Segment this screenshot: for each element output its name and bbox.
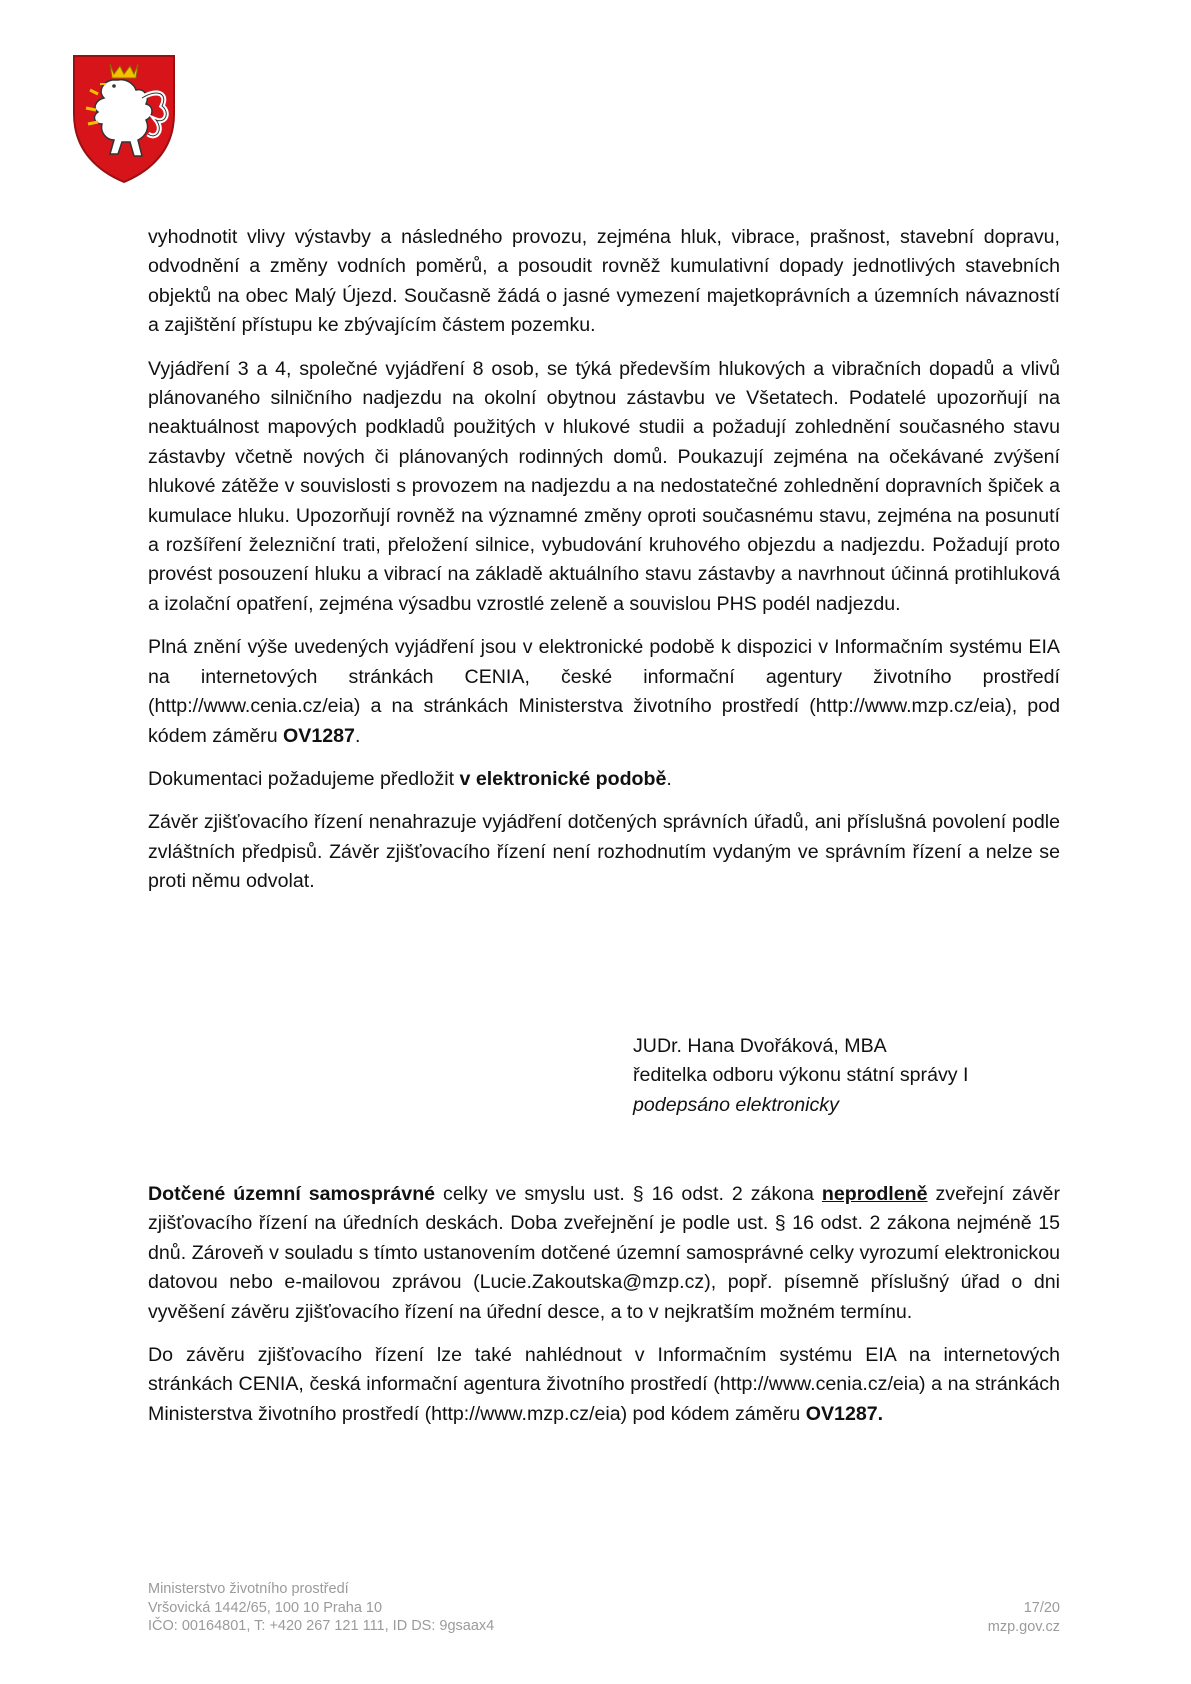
footer-meta	[988, 1599, 1060, 1636]
signature-block	[633, 1032, 968, 1120]
project-code: OV1287	[283, 724, 355, 747]
paragraph: Plná znění výše uvedených vyjádření jsou v elektronické podobě k dispozici v Informačním systému EIA na internetových stránkách CENIA, české informační agentury životního prostředí (http://www.cenia.cz/eia) a na stránkách Ministerstva životního prostředí (http://www.mzp.cz/eia), pod kódem záměru OV1287.	[148, 636, 1060, 747]
signed-note: podepsáno elektronicky	[633, 1093, 839, 1116]
paragraph: Dotčené územní samosprávné celky ve smyslu ust. § 16 odst. 2 zákona neprodleně zveřejní závěr zjišťovacího řízení na úředních deskách. Doba zveřejnění je podle ust. § 16 odst. 2 zákona nejméně 15 dnů. Zároveň v souladu s tímto ustanovením dotčené územní samosprávné celky vyrozumí elektronickou datovou nebo e-mailovou zprávou (Lucie.Zakoutska@mzp.cz), popř. písemně příslušný úřad o dni vyvěšení závěru zjišťovacího řízení na úřední desce, a to v nejkratším možném termínu.	[148, 1183, 1060, 1323]
paragraph: Do závěru zjišťovacího řízení lze také nahlédnout v Informačním systému EIA na internetových stránkách CENIA, česká informační agentura životního prostředí (http://www.cenia.cz/eia) a na stránkách Ministerstva životního prostředí (http://www.mzp.cz/eia) pod kódem záměru OV1287.	[148, 1344, 1060, 1425]
page-number: 17/20	[1023, 1600, 1060, 1616]
project-code: OV1287.	[805, 1402, 884, 1425]
paragraph: Závěr zjišťovacího řízení nenahrazuje vyjádření dotčených správních úřadů, ani příslušná povolení podle zvláštních předpisů. Závěr zjišťovacího řízení není rozhodnutím vydaným ve správním řízení a nelze se proti němu odvolat.	[148, 811, 1060, 893]
paragraph: Dokumentaci požadujeme předložit v elektronické podobě.	[148, 767, 672, 790]
notice-text	[148, 1180, 1060, 1443]
paragraph: Vyjádření 3 a 4, společné vyjádření 8 osob, se týká především hlukových a vibračních dopadů a vlivů plánovaného silničního nadjezdu na okolní obytnou zástavbu ve Všetatech. Podatelé upozorňují na neaktuálnost mapových podkladů použitých v hlukové studii a požadují zohlednění současného stavu zástavby včetně nových či plánovaných rodinných domů. Poukazují zejména na očekávané zvýšení hlukové zátěže v souvislosti s provozem na nadjezdu a na nedostatečné zohlednění dopravních špiček a kumulace hluku. Upozorňují rovněž na významné změny oproti současnému stavu, zejména na posunutí a rozšíření železniční trati, přeložení silnice, vybudování kruhového objezdu a nadjezdu. Požadují proto provést posouzení hluku a vibrací na základě aktuálního stavu zástavby a navrhnout účinná protihluková a izolační opatření, zejména výsadbu vzrostlé zeleně a souvislou PHS podél nadjezdu.	[148, 357, 1060, 615]
signatory-name: JUDr. Hana Dvořáková, MBA	[633, 1035, 887, 1057]
website: mzp.gov.cz	[987, 1618, 1060, 1635]
footer-address: Ministerstvo životního prostředí Vršovická 1442/65, 100 10 Praha 10 IČO: 00164801, T: +420 267 121 111, ID DS: 9gsaax4	[148, 1581, 495, 1634]
paragraph: vyhodnotit vlivy výstavby a následného provozu, zejména hluk, vibrace, prašnost, stavební dopravu, odvodnění a změny vodních poměrů, a posoudit rovněž kumulativní dopady jednotlivých stavebních objektů na obec Malý Újezd. Současně žádá o jasné vymezení majetkoprávních a územních návazností a zajištění přístupu ke zbývajícím částem pozemku.	[148, 226, 1060, 337]
signatory-role: ředitelka odboru výkonu státní správy I	[633, 1064, 969, 1087]
czech-coat-of-arms-icon	[72, 54, 176, 184]
body-text	[148, 223, 1060, 911]
